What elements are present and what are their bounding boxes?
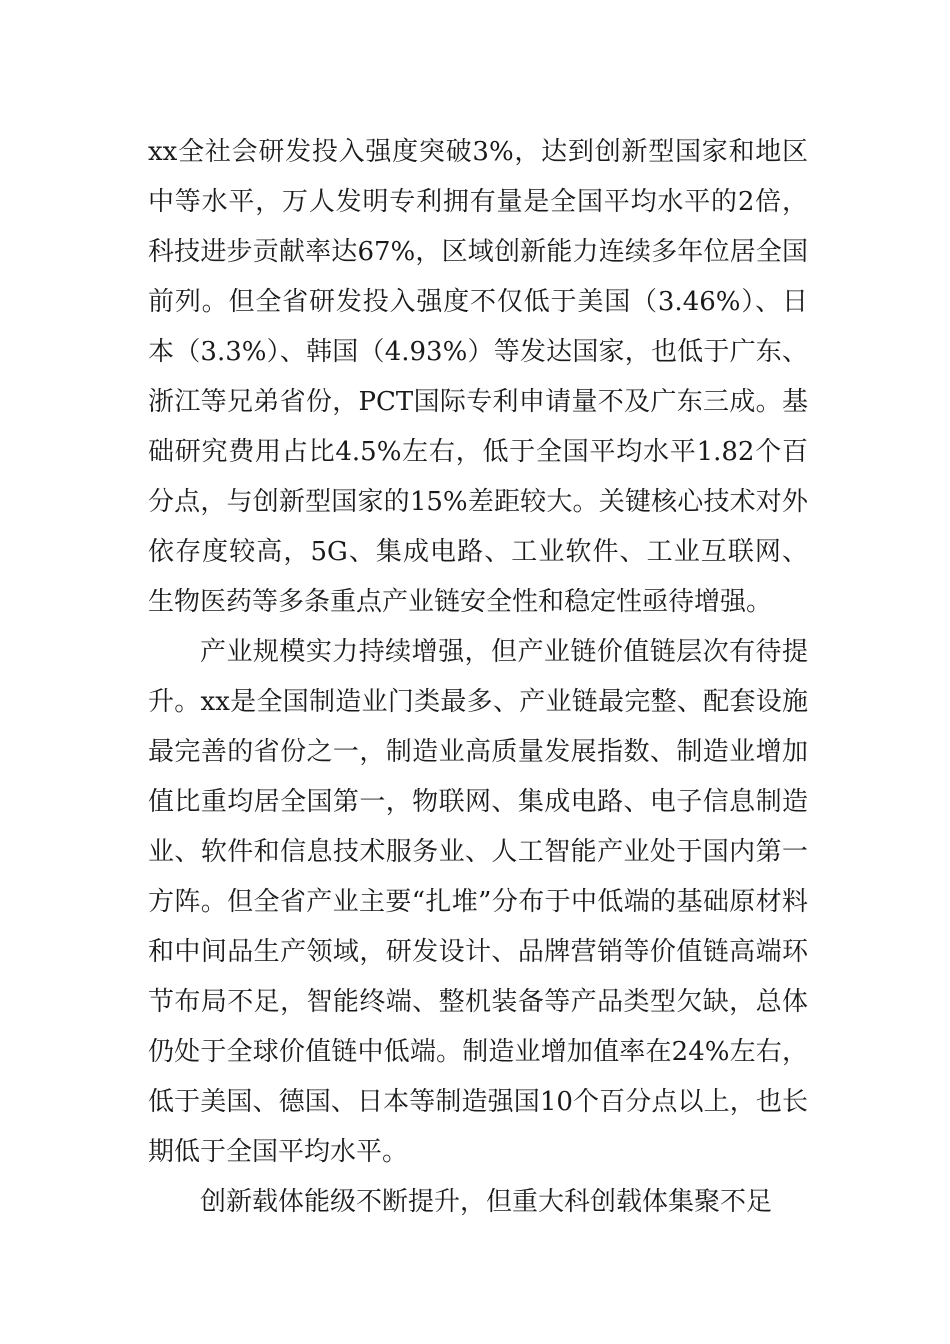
paragraph-innovation-carriers: 创新载体能级不断提升，但重大科创载体集聚不足 — [200, 1187, 773, 1217]
document-body — [148, 127, 808, 1227]
paragraph-innovation-investment: xx全社会研发投入强度突破3%，达到创新型国家和地区中等水平，万人发明专利拥有量是全国平均水平的2倍，科技进步贡献率达67%，区域创新能力连续多年位居全国前列。但全省研发投入强度不仅低于美国（3.46%）、日本（3.3%）、韩国（4.93%）等发达国家，也低于广东、浙江等兄弟省份，PCT国际专利申请量不及广东三成。基础研究费用占比4.5%左右，低于全国平均水平1.82个百分点，与创新型国家的15%差距较大。关键核心技术对外依存度较高，5G、集成电路、工业软件、工业互联网、生物医药等多条重点产业链安全性和稳定性亟待增强。 — [148, 137, 808, 617]
paragraph-industrial-scale: 产业规模实力持续增强，但产业链价值链层次有待提升。xx是全国制造业门类最多、产业链最完整、配套设施最完善的省份之一，制造业高质量发展指数、制造业增加值比重均居全国第一，物联网、集成电路、电子信息制造业、软件和信息技术服务业、人工智能产业处于国内第一方阵。但全省产业主要“扎堆”分布于中低端的基础原材料和中间品生产领域，研发设计、品牌营销等价值链高端环节布局不足，智能终端、整机装备等产品类型欠缺，总体仍处于全球价值链中低端。制造业增加值率在24%左右，低于美国、德国、日本等制造强国10个百分点以上，也长期低于全国平均水平。 — [148, 637, 808, 1167]
